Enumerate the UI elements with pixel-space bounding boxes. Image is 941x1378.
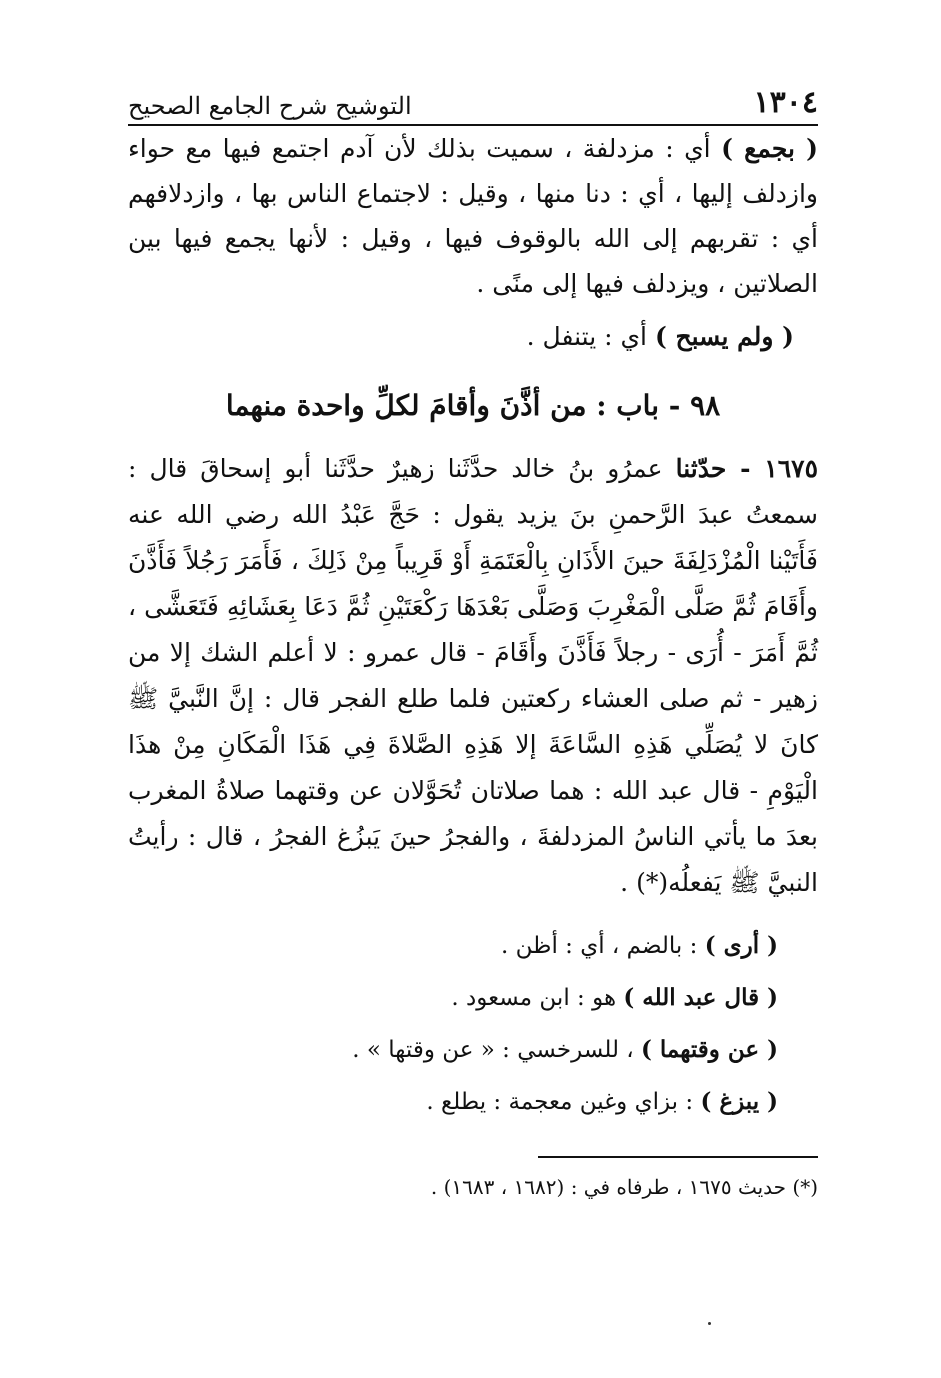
commentary-term: ( بجمع ) <box>721 134 819 163</box>
hadith-paragraph <box>128 446 818 906</box>
note-item <box>128 920 778 972</box>
note-term: ( أرى ) <box>704 932 778 959</box>
scan-speck <box>708 1322 711 1325</box>
note-item <box>128 1076 778 1128</box>
commentary-paragraph <box>128 126 818 306</box>
page-number: ١٣٠٤ <box>753 85 818 120</box>
hadith-number: ١٦٧٥ - حدّثنا <box>675 454 818 483</box>
running-title: التوشيح شرح الجامع الصحيح <box>128 92 412 120</box>
notes-list <box>128 920 818 1128</box>
commentary-text: أي : مزدلفة ، سميت بذلك لأن آدم اجتمع فيها مع حواء وازدلف إليها ، أي : دنا منها ، وقيل : لاجتماع الناس بها ، وازدلافهم أي : تقربهم إلى الله بالوقوف فيها ، وقيل : لأنها يجمع فيها بين الصلاتين ، ويزدلف فيها إلى منًى . <box>128 134 818 298</box>
commentary-term: ( ولم يسبح ) <box>654 322 794 351</box>
note-text: : بالضم ، أي : أظن . <box>501 933 705 959</box>
footnote: (*) حديث ١٦٧٥ ، طرفاه في : (١٦٨٢ ، ١٦٨٣) . <box>430 1175 818 1199</box>
commentary-paragraph <box>128 314 818 359</box>
footnote-divider <box>538 1156 818 1158</box>
note-text: هو : ابن مسعود . <box>451 985 624 1011</box>
chapter-heading: ٩٨ - باب : من أذَّنَ وأقامَ لكلِّ واحدة منهما <box>225 389 721 422</box>
hadith-text: عمرُو بنُ خالد حدَّثَنا زهيرٌ حدَّثَنا أبو إسحاقَ قال : سمعتُ عبدَ الرَّحمنِ بنَ يزيد يقول : حَجَّ عَبْدُ الله رضي الله عنه فَأَتَيْنا الْمُزْدَلِفَةَ حينَ الأَذَانِ بِالْعَتَمَةِ أَوْ قَرِيباً مِنْ ذَلِكَ ، فَأَمَرَ رَجُلاً فَأَذَّنَ وأَقَامَ ثُمَّ صَلَّى الْمَغْرِبَ وَصَلَّى بَعْدَهَا رَكْعَتَيْنِ ثُمَّ دَعَا بِعَشَائِهِ فَتَعَشَّى ، ثُمَّ أَمَرَ - أُرَى - رجلاً فَأَذَّنَ وأَقَامَ - قال عمرو : لا أعلم الشك إلا من زهير - ثم صلى العشاء ركعتين فلما طلع الفجر قال : إنَّ النَّبيَّ ﷺ كانَ لا يُصَلِّي هَذِهِ السَّاعَةَ إلا هَذِهِ الصَّلاةَ فِي هَذَا الْمَكَانِ مِنْ هذَا الْيَوْمِ - قال عبد الله : هما صلاتان تُحَوَّلان عن وقتهما صلاةُ المغرب بعدَ ما يأتي الناسُ المزدلفةَ ، والفجرُ حينَ يَبزُغ الفجرُ ، قال : رأيتُ النبيَّ ﷺ يَفعلُه(*) . <box>128 454 818 897</box>
book-page <box>128 80 818 1202</box>
note-term: ( يبزغ ) <box>700 1088 778 1115</box>
note-item <box>128 972 778 1024</box>
note-text: ، للسرخسي : « عن وقتها » . <box>352 1037 642 1063</box>
note-term: ( عن وقتهما ) <box>641 1036 778 1063</box>
note-item <box>128 1024 778 1076</box>
note-term: ( قال عبد الله ) <box>623 984 778 1011</box>
page-header <box>128 80 818 126</box>
note-text: : بزاي وغين معجمة : يطلع . <box>426 1089 701 1115</box>
commentary-text: أي : يتنفل . <box>526 322 655 351</box>
